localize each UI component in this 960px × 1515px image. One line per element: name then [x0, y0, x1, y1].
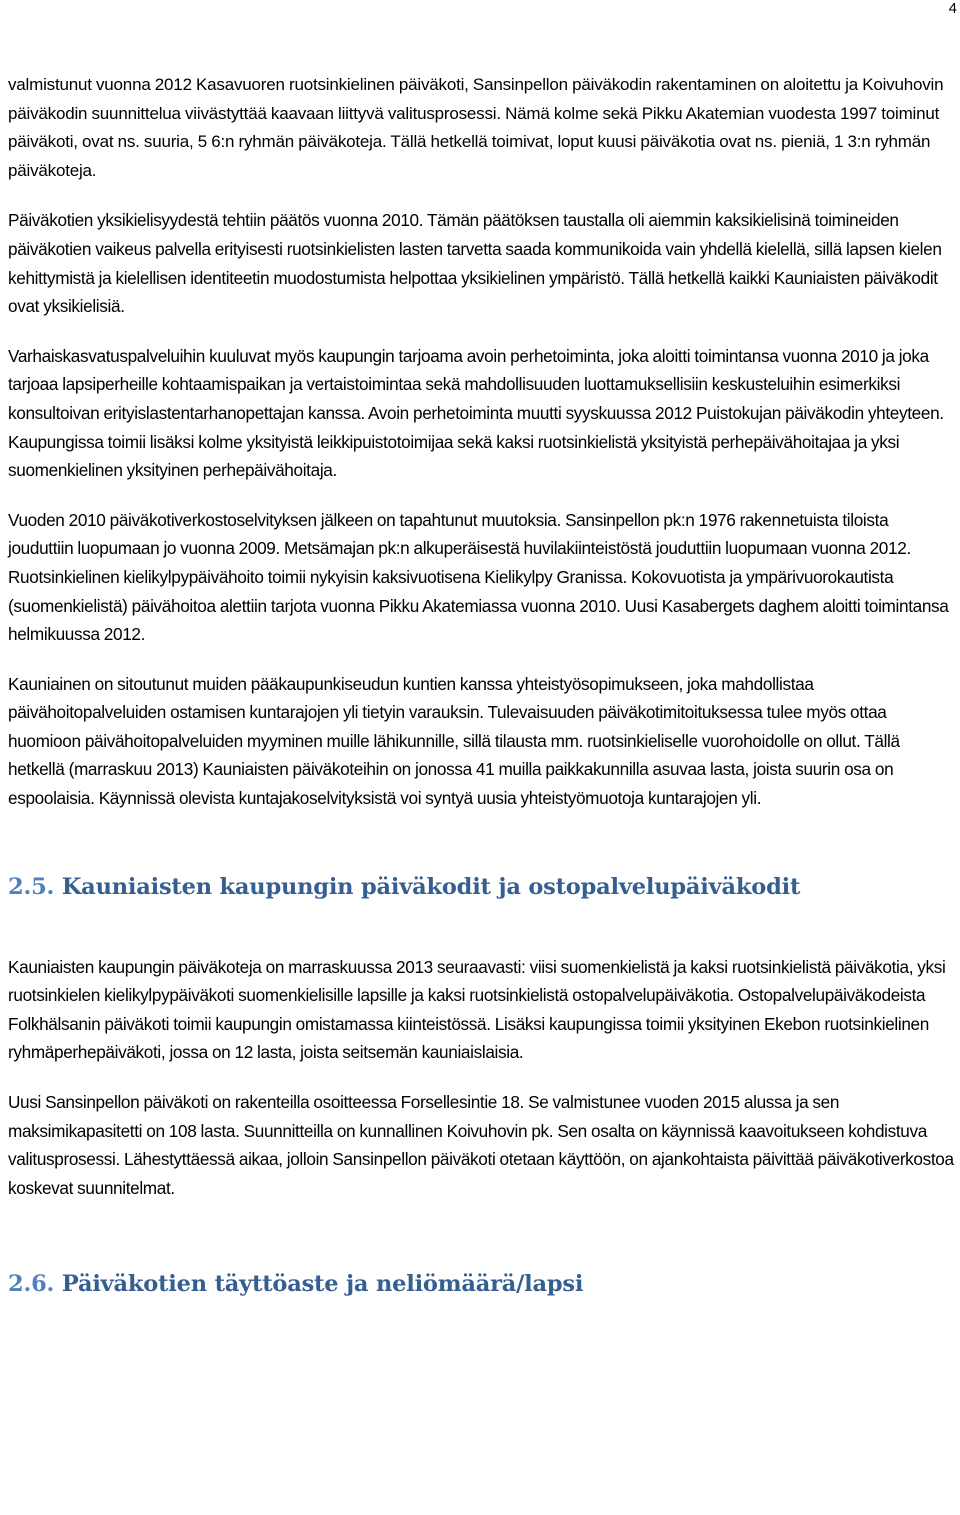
section-heading-2-6	[8, 1268, 956, 1300]
section-heading-2-5	[8, 871, 956, 903]
paragraph-regional-cooperation: Kauniainen on sitoutunut muiden pääkaupunkiseudun kuntien kanssa yhteistyösopimukseen, joka mahdollistaa päivähoitopalveluiden ostamisen kuntarajojen yli tietyin varauksin. Tulevaisuuden päiväkotimitoituksessa tulee myös ottaa huomioon päivähoitopalveluiden myyminen muille lähikunnille, sillä tilausta mm. ruotsinkieliselle vuorohoidolle on ollut. Tällä hetkellä (marraskuu 2013) Kauniaisten päiväkoteihin on jonossa 41 muilla paikkakunnilla asuvaa lasta, joista suurin osa on espoolaisia. Käynnissä olevista kuntajakoselvityksistä voi syntyä uusia yhteistyömuotoja kuntarajojen yli.	[8, 673, 900, 809]
section-title: Päiväkotien täyttöaste ja neliömäärä/lapsi	[61, 1271, 584, 1298]
paragraph-daycare-list: Kauniaisten kaupungin päiväkoteja on marraskuussa 2013 seuraavasti: viisi suomenkielistä ja kaksi ruotsinkielistä päiväkotia, yksi ruotsinkielen kielikylpypäiväkoti suomenkielisille lapsille ja kaksi ruotsinkielistä ostopalvelupäiväkotia. Ostopalvelupäiväkodeista Folkhälsanin päiväkoti toimii kaupungin omistamassa kiinteistössä. Lisäksi kaupungissa toimii yksityinen Ekebon ruotsinkielinen ryhmäperhepäiväkoti, jossa on 12 lasta, joista seitsemän kauniaislaisia.	[8, 956, 946, 1063]
paragraph-monolingual-decision: Päiväkotien yksikielisyydestä tehtiin päätös vuonna 2010. Tämän päätöksen taustalla oli aiemmin kaksikielisinä toimineiden päiväkotien vaikeus palvella erityisesti ruotsinkielisten lasten tarvetta saada kommunikoida vain yhdellä kielellä, sillä lapsen kielen kehittymistä ja kielellisen identiteetin muodostumista helpottaa yksikielinen ympäristö. Tällä hetkellä kaikki Kauniaisten päiväkodit ovat yksikielisiä.	[8, 210, 942, 317]
paragraph-daycare-construction: valmistunut vuonna 2012 Kasavuoren ruotsinkielinen päiväkoti, Sansinpellon päiväkodin rakentaminen on aloitettu ja Koivuhovin päiväkodin suunnittelua viivästyttää kaavaan liittyvä valitusprosessi. Nämä kolme sekä Pikku Akatemian vuodesta 1997 toiminut päiväkoti, ovat ns. suuria, 5 6:n ryhmän päiväkoteja. Tällä hetkellä toimivat, loput kuusi päiväkotia ovat ns. pieniä, 1 3:n ryhmän päiväkoteja.	[8, 75, 944, 180]
paragraph-early-education-services: Varhaiskasvatuspalveluihin kuuluvat myös kaupungin tarjoama avoin perhetoiminta, joka aloitti toimintansa vuonna 2010 ja joka tarjoaa lapsiperheille kohtaamispaikan ja vertaistoimintaa sekä mahdollisuuden luottamuksellisiin keskusteluihin esimerkiksi konsultoivan erityislastentarhanopettajan kanssa. Avoin perhetoiminta muutti syyskuussa 2012 Puistokujan päiväkodin yhteyteen. Kaupungissa toimii lisäksi kolme yksityistä leikkipuistotoimijaa sekä kaksi ruotsinkielistä yksityistä perhepäivähoitajaa ja yksi suomenkielinen yksityinen perhepäivähoitaja.	[8, 345, 944, 481]
section-title: Kauniaisten kaupungin päiväkodit ja ostopalvelupäiväkodit	[61, 873, 801, 900]
paragraph-network-changes: Vuoden 2010 päiväkotiverkostoselvityksen jälkeen on tapahtunut muutoksia. Sansinpellon pk:n 1976 rakennetuista tiloista jouduttiin luopumaan jo vuonna 2009. Metsämajan pk:n alkuperäisestä huvilakiinteistöstä jouduttiin luopumaan vuonna 2012. Ruotsinkielinen kielikylpypäivähoito toimii nykyisin kaksivuotisena Kielikylpy Granissa. Kokovuotista ja ympärivuorokautista (suomenkielistä) päivähoitoa alettiin tarjota vuonna Pikku Akatemiassa vuonna 2010. Uusi Kasabergets daghem aloitti toimintansa helmikuussa 2012.	[8, 509, 949, 645]
section-number: 2.6.	[8, 1271, 55, 1298]
document-body	[8, 71, 956, 1300]
section-number: 2.5.	[8, 873, 55, 900]
page-number: 4	[948, 0, 957, 17]
paragraph-new-daycare: Uusi Sansinpellon päiväkoti on rakenteilla osoitteessa Forsellesintie 18. Se valmistunee vuoden 2015 alussa ja sen maksimikapasitetti on 108 lasta. Suunnitteilla on kunnallinen Koivuhovin pk. Sen osalta on käynnissä kaavoitukseen kohdistuva valitusprosessi. Lähestyttäessä aikaa, jolloin Sansinpellon päiväkoti otetaan käyttöön, on ajankohtaista päivittää päiväkotiverkostoa koskevat suunnitelmat.	[8, 1092, 954, 1198]
